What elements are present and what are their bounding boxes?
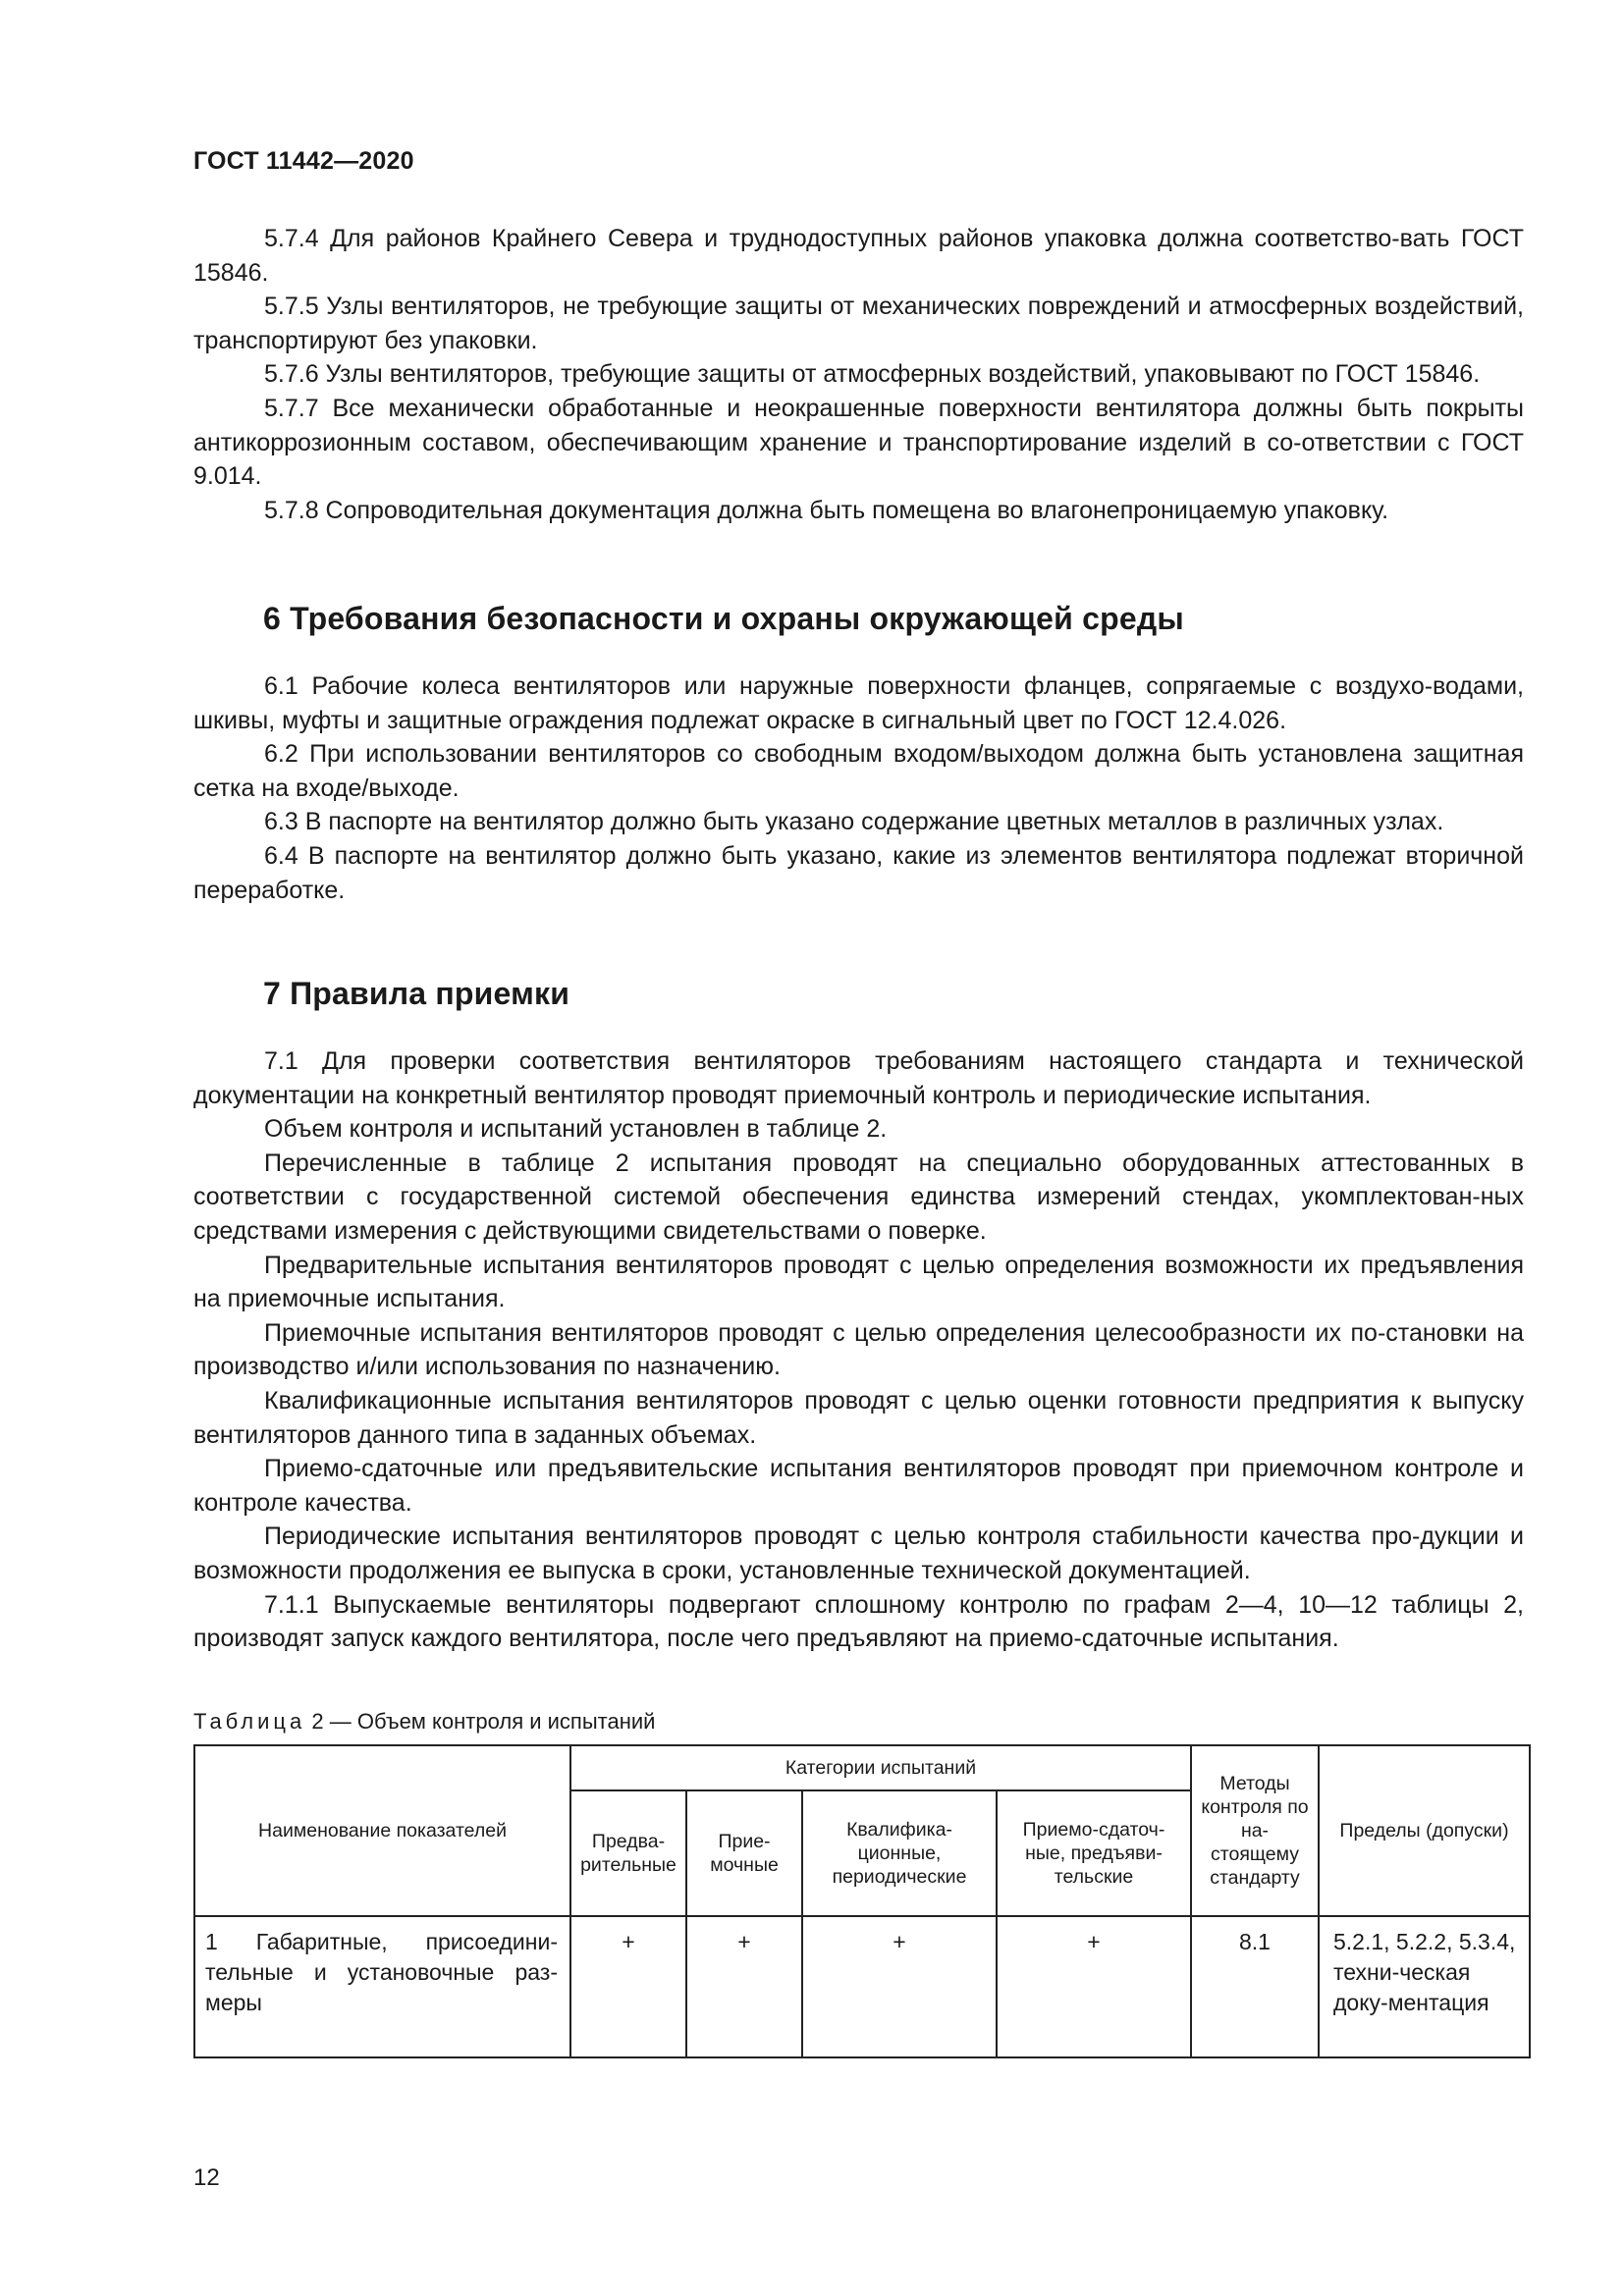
header-delivery: Приемо-сдаточ-ные, предъяви-тельские xyxy=(997,1790,1191,1916)
cell-limits: 5.2.1, 5.2.2, 5.3.4, техни-ческая доку-ментация xyxy=(1319,1916,1530,2057)
paragraph-7-1-1: 7.1.1 Выпускаемые вентиляторы подвергают сплошному контролю по графам 2—4, 10—12 таблицы 2, производят запуск каждого вентилятора, после чего предъявляют на приемо-сдаточные испытания. xyxy=(193,1590,1524,1653)
paragraph-5-7-8: 5.7.8 Сопроводительная документация должна быть помещена во влагонепроницаемую упаковку. xyxy=(264,496,1389,524)
page-number: 12 xyxy=(193,2164,220,2191)
cell-name: 1 Габаритные, присоедини-тельные и установочные раз-меры xyxy=(194,1916,570,2057)
table-caption xyxy=(193,1709,655,1735)
header-acceptance: Прие-мочные xyxy=(686,1790,802,1916)
paragraph-periodic-tests: Периодические испытания вентиляторов проводят с целью контроля стабильности качества про-дукции и возможности продолжения ее выпуска в сроки, установленные технической документацией. xyxy=(193,1522,1524,1584)
cell-delivery: + xyxy=(997,1916,1191,2057)
header-qualification: Квалифика-ционные, периодические xyxy=(802,1790,997,1916)
paragraph-5-7-4: 5.7.4 Для районов Крайнего Севера и труднодоступных районов упаковка должна соответство-вать ГОСТ 15846. xyxy=(193,225,1524,287)
cell-qualification: + xyxy=(802,1916,997,2057)
header-limits: Пределы (допуски) xyxy=(1319,1745,1530,1916)
standard-header: ГОСТ 11442—2020 xyxy=(193,147,414,175)
header-categories: Категории испытаний xyxy=(570,1745,1191,1790)
cell-preliminary: + xyxy=(570,1916,686,2057)
section-7-paragraphs xyxy=(193,1044,1524,1656)
paragraph-preliminary-tests: Предварительные испытания вентиляторов проводят с целью определения возможности их предъявления на приемочные испытания. xyxy=(193,1251,1524,1313)
cell-methods: 8.1 xyxy=(1191,1916,1319,2057)
table-caption-label: Таблица xyxy=(193,1709,306,1734)
paragraph-qualification-tests: Квалификационные испытания вентиляторов проводят с целью оценки готовности предприятия к выпуску вентиляторов данного типа в заданных объемах. xyxy=(193,1386,1524,1449)
paragraph-5-7-5: 5.7.5 Узлы вентиляторов, не требующие защиты от механических повреждений и атмосферных воздействий, транспортируют без упаковки. xyxy=(193,293,1524,354)
table-header-row xyxy=(194,1745,1530,1790)
tests-table xyxy=(193,1744,1531,2058)
packing-paragraphs xyxy=(193,222,1524,527)
paragraph-test-stands: Перечисленные в таблице 2 испытания проводят на специально оборудованных аттестованных в соответствии с государственной системой обеспечения единства измерений стендах, укомплектован-ных средствами измерения с действующими свидетельствами о поверке. xyxy=(193,1148,1524,1245)
paragraph-5-7-7: 5.7.7 Все механически обработанные и неокрашенные поверхности вентилятора должны быть покрыты антикоррозионным составом, обеспечивающим хранение и транспортирование изделий в со-ответствии с ГОСТ 9.014. xyxy=(193,394,1524,491)
header-methods: Методы контроля по на-стоящему стандарту xyxy=(1191,1745,1319,1916)
paragraph-delivery-tests: Приемо-сдаточные или предъявительские испытания вентиляторов проводят при приемочном контроле и контроле качества. xyxy=(193,1455,1524,1517)
section-6-paragraphs xyxy=(193,669,1524,907)
section-7-title: 7 Правила приемки xyxy=(263,976,570,1011)
paragraph-6-1: 6.1 Рабочие колеса вентиляторов или наружные поверхности фланцев, сопрягаемые с воздухо-водами, шкивы, муфты и защитные ограждения подлежат окраске в сигнальный цвет по ГОСТ 12.4.026. xyxy=(193,672,1524,734)
section-6-title: 6 Требования безопасности и охраны окружающей среды xyxy=(263,601,1184,636)
paragraph-scope: Объем контроля и испытаний установлен в таблице 2. xyxy=(264,1115,888,1144)
paragraph-6-2: 6.2 При использовании вентиляторов со свободным входом/выходом должна быть установлена защитная сетка на входе/выходе. xyxy=(193,740,1524,802)
paragraph-6-3: 6.3 В паспорте на вентилятор должно быть указано содержание цветных металлов в различных узлах. xyxy=(264,808,1444,836)
header-preliminary: Предва-рительные xyxy=(570,1790,686,1916)
paragraph-6-4: 6.4 В паспорте на вентилятор должно быть указано, какие из элементов вентилятора подлежат вторичной переработке. xyxy=(193,841,1524,904)
paragraph-7-1: 7.1 Для проверки соответствия вентиляторов требованиям настоящего стандарта и технической документации на конкретный вентилятор проводят приемочный контроль и периодические испытания. xyxy=(193,1047,1524,1109)
cell-acceptance: + xyxy=(686,1916,802,2057)
paragraph-acceptance-tests: Приемочные испытания вентиляторов проводят с целью определения целесообразности их по-становки на производство и/или использования по назначению. xyxy=(193,1318,1524,1381)
header-name: Наименование показателей xyxy=(194,1745,570,1916)
table-row xyxy=(194,1916,1530,2057)
table-caption-text: 2 — Объем контроля и испытаний xyxy=(305,1709,656,1734)
paragraph-5-7-6: 5.7.6 Узлы вентиляторов, требующие защиты от атмосферных воздействий, упаковывают по ГОСТ 15846. xyxy=(264,360,1481,389)
